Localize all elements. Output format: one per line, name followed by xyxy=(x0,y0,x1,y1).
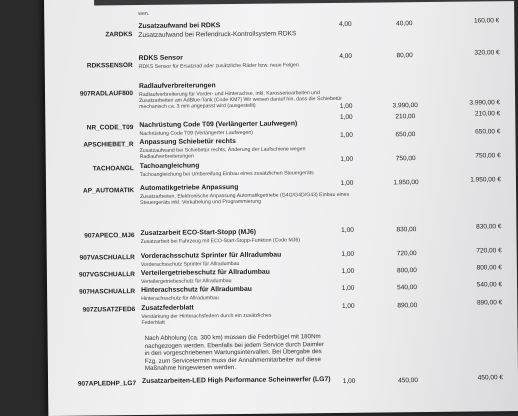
item-desc: Hinterachsschutz für Allradumbau xyxy=(141,295,219,302)
item-code: TACHOANGL xyxy=(92,165,134,173)
item-desc: Zusatzaufwand bei Schiebetür rechts, Änderung der Laufschiene wegen Radlaufverbreiterungen xyxy=(139,146,306,161)
item-code: AP_AUTOMATIK xyxy=(82,187,135,195)
item-desc: Zusatzaufwand bei Reifendruck-Kontrollsystem RDKS xyxy=(138,30,297,40)
item-qty: 1,00 xyxy=(341,250,355,258)
item-title: Anpassung Schiebetür rechts xyxy=(139,137,236,147)
item-code: NR_CODE_T09 xyxy=(86,124,134,132)
item-price: 800,00 xyxy=(396,267,417,275)
item-title: Nachrüstung Code T09 (Verlängerter Laufwegen) xyxy=(139,120,298,130)
item-code: 907VASCHUALLR xyxy=(79,254,135,262)
item-price: 750,00 xyxy=(395,155,416,163)
item-price: 890,00 xyxy=(397,302,418,310)
item-title: Vorderachsschutz Sprinter für Allradumbau xyxy=(140,251,282,261)
item-desc-prefix: wen. xyxy=(138,10,150,18)
line-item xyxy=(45,49,515,71)
line-item xyxy=(45,77,515,111)
item-code: 907RADLAUF800 xyxy=(79,90,134,98)
item-desc: Verteilergetriebeschutz für Allradumbau xyxy=(140,278,232,285)
item-price: 40,00 xyxy=(396,20,413,28)
item-qty: 1,00 xyxy=(341,284,355,292)
item-code: RDKSSENSOR xyxy=(86,62,133,70)
item-price: 650,00 xyxy=(395,131,416,139)
item-qty: 4,00 xyxy=(339,52,353,60)
item-desc: Zusatzarbeiten, Elektronische Anpassung Automatikgetriebe (G4G/G4D/G43) Einbau eines Steuergeräts inkl. Verkabelung und Programmierung xyxy=(140,191,350,207)
item-total: 800,00 € xyxy=(476,264,502,272)
item-code: 907APLEDHP_LG7 xyxy=(77,380,137,388)
item-title: Tachoangleichung xyxy=(139,162,200,171)
item-desc: Verstärkung der Hinterachsfedern durch ein zusätzliches Federblatt xyxy=(141,312,272,327)
item-total: 320,00 € xyxy=(474,49,500,57)
item-price: 720,00 xyxy=(396,250,417,258)
line-item xyxy=(47,299,517,373)
item-desc: Tachoangleichung bei Umbereifung Einbau eines zusätzlichen Steuergeräts xyxy=(139,170,314,179)
item-qty: 1,00 xyxy=(339,113,353,121)
item-title: Verteilergetriebeschutz für Allradumbau xyxy=(140,268,270,278)
item-title: RDKS Sensor xyxy=(138,54,183,63)
item-price: 540,00 xyxy=(397,284,418,292)
item-title: Zusatzarbeiten-LED High Performance Scheinwerfer (LG7) xyxy=(142,376,331,385)
item-total: 720,00 € xyxy=(476,247,502,255)
item-qty: 1,00 xyxy=(340,179,354,187)
item-price: 830,00 xyxy=(396,226,417,234)
maintenance-note: Nach Abholung (ca. 300 km) müssen die Federbügel mit 180Nm nachgezogen werden. Ebenfalls bei jedem Service durch Daimler in den vorgeschriebenen Wartungsintervallen. Bei Übergabe des Fzg. zum Servicetermin muss der Annahmemitarbeiter auf diese Maßnahme hingewiesen werden. xyxy=(144,333,324,373)
item-code: 907HASCHUALLR xyxy=(79,288,136,296)
item-total: 650,00 € xyxy=(475,128,501,136)
item-total: 830,00 € xyxy=(476,223,502,231)
item-code: ZARDKS xyxy=(105,31,133,39)
item-title: Zusatzfederblatt xyxy=(141,304,194,312)
item-title: Automatikgetriebe Anpassung xyxy=(139,183,239,193)
item-total: 540,00 € xyxy=(476,281,503,289)
item-title: Zusatzarbeit ECO-Start-Stopp (MJ6) xyxy=(140,228,257,238)
item-desc: Zusatzarbeit bei Fahrzeug mit ECO-Start-Stopp-Funktion (Code MJ6) xyxy=(140,237,301,246)
item-title: Zusatzaufwand bei RDKS xyxy=(138,22,221,31)
item-code: APSCHIEBET_R xyxy=(83,141,134,149)
item-desc: Vorderachsschutz Sprinter für Allradumbau xyxy=(140,260,240,269)
item-total: 450,00 € xyxy=(477,374,504,382)
item-code: 907VGSCHUALLR xyxy=(78,271,135,279)
item-qty: 1,00 xyxy=(341,226,354,234)
item-title: Hinterachsschutz für Allradumbau xyxy=(141,285,252,294)
item-price: 1.950,00 xyxy=(393,179,419,187)
item-total: 1.950,00 € xyxy=(470,176,501,184)
item-qty: 1,00 xyxy=(341,302,355,310)
item-desc: Radlaufverbreiterung für Vorder- und Hinterachse, inkl. Karosseriearbeiten und Zusatzarbeiten am AdBlue-Tank (Code KM7) Wir weisen darauf hin, dass die Schiebetür mechanisch ca. 3 mm angepasst wird (ausgestellt) xyxy=(139,90,342,111)
invoice-page xyxy=(44,0,518,416)
item-desc: Nachrüstung Code T09 (Verlängerter Laufwegen) xyxy=(139,129,254,138)
item-total: 890,00 € xyxy=(476,299,503,307)
item-code: 907APECO_MJ6 xyxy=(84,232,135,240)
item-qty: 1,00 xyxy=(340,131,353,139)
item-total: 160,00 € xyxy=(473,17,500,25)
item-desc: RDKS Sensor für Ersatzrad oder zusätzliche Räder bzw. neue Felgen xyxy=(138,62,299,71)
item-total: 750,00 € xyxy=(475,152,501,160)
table-header xyxy=(94,0,514,5)
item-price: 80,00 xyxy=(396,52,413,60)
line-item xyxy=(48,374,518,388)
item-total: 3.990,00 € xyxy=(469,99,501,107)
item-price: 210,00 xyxy=(395,113,416,121)
item-price: 3.990,00 xyxy=(392,102,418,110)
item-qty: 1,00 xyxy=(341,267,355,275)
item-code: 907ZUSATZFED6 xyxy=(82,306,136,314)
item-qty: 4,00 xyxy=(338,20,352,28)
item-qty: 1,00 xyxy=(339,102,353,110)
item-title: Radlaufverbreiterungen xyxy=(138,82,216,91)
line-item xyxy=(44,10,514,40)
item-qty: 1,00 xyxy=(340,155,354,163)
item-qty: 1,00 xyxy=(342,377,356,385)
item-total: 210,00 € xyxy=(474,110,501,118)
line-item xyxy=(46,223,516,246)
line-item xyxy=(46,176,516,207)
item-price: 450,00 xyxy=(398,377,419,385)
